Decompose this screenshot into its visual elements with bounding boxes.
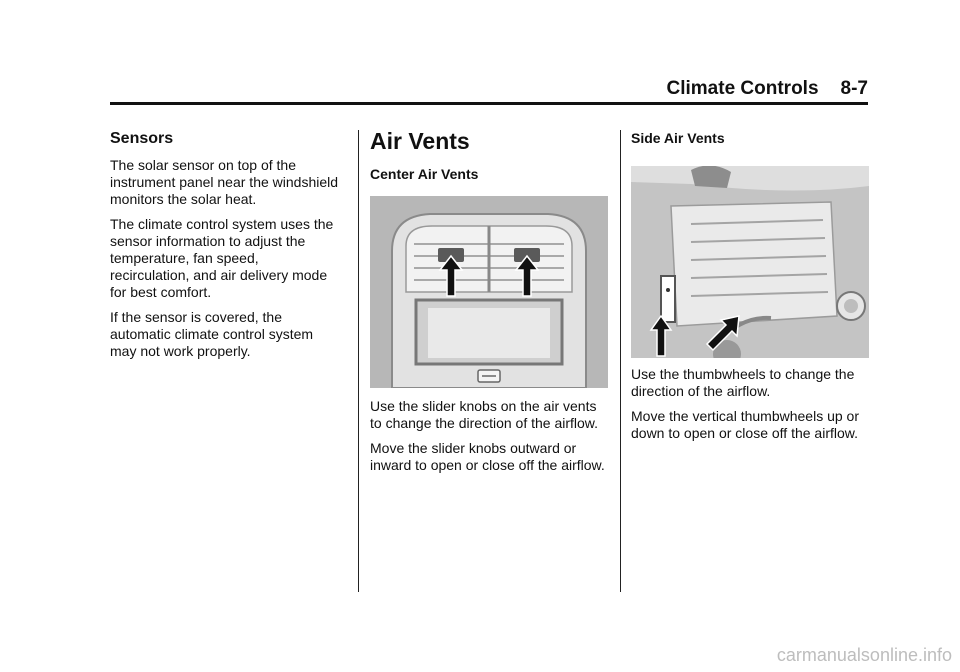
air-vents-heading: Air Vents [370,128,470,154]
column-divider [358,130,359,592]
side-vents-column [631,124,871,450]
header-rule [110,102,868,105]
side-vents-photo [631,166,869,358]
thumbwheel [661,276,675,322]
center-air-vents-subheading: Center Air Vents [370,166,479,182]
page-header [110,78,868,104]
paragraph: Use the thumbwheels to change the direction of the airflow. [631,366,855,399]
paragraph: The climate control system uses the sensor information to adjust the temperature, fan speed, recirculation, and air delivery mode for best comfort. [110,216,334,300]
sensors-heading: Sensors [110,130,174,147]
paragraph: Use the slider knobs on the air vents to change the direction of the airflow. [370,398,599,431]
column-divider [620,130,621,592]
paragraph: Move the slider knobs outward or inward to open or close off the airflow. [370,440,605,473]
watermark: carmanualsonline.info [776,645,952,665]
page-number: 8-7 [840,78,868,99]
center-vents-photo [370,196,608,388]
paragraph: Move the vertical thumbwheels up or down to open or close off the airflow. [631,408,859,441]
sensors-column [110,124,340,368]
section-title: Climate Controls [666,78,819,99]
side-air-vents-subheading: Side Air Vents [631,130,725,146]
air-vents-column [370,124,608,482]
paragraph: The solar sensor on top of the instrument panel near the windshield monitors the solar heat. [110,157,339,207]
paragraph: If the sensor is covered, the automatic climate control system may not work properly. [110,309,314,359]
